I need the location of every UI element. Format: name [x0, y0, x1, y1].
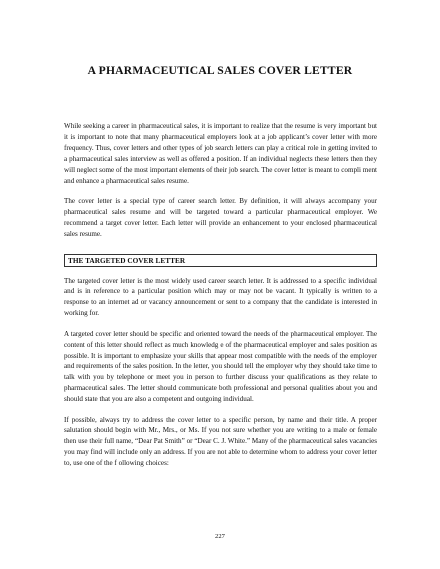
intro-paragraph-1: While seeking a career in pharmaceutical sales, it is important to realize that the resume is very important but it is important to note that many pharmaceutical employers look at a job applicant’s cover letter with more frequency. Thus, cover letters and other types of job search letters can play a critical role in getting invited to a pharmaceutical sales interview as well as offered a position. If an individual neglects these letters then they will neglect some of the most important elements of their job search. The cover letter is meant to compli ment and enhance a pharmaceutical sales resume. [64, 122, 377, 185]
intro-paragraph-2: The cover letter is a special type of career search letter. By definition, it will always accompany your pharmaceutical sales resume and will be targeted toward a particular pharmaceutical employer. We recommend a target cover letter. Each letter will provide an enhancement to your enclosed pharmaceutical sales resume. [64, 196, 377, 238]
section-paragraph-1: The targeted cover letter is the most widely used career search letter. It is addressed to a specific individual and is in reference to a particular position which may or may not be vacant. It typically is written to a response to an internet ad or vacancy announcement or sent to a company that the candidate is interested in working for. [64, 276, 377, 318]
page-number: 227 [215, 533, 225, 540]
document-title: A PHARMACEUTICAL SALES COVER LETTER [87, 64, 353, 77]
section-heading: THE TARGETED COVER LETTER [64, 254, 377, 267]
section-paragraph-3: If possible, always try to address the cover letter to a specific person, by name and their title. A proper salutation should begin with Mr., Mrs., or Ms. If you not sure whether you are writing to a male or female then use their full name, “Dear Pat Smith” or “Dear C. J. White.” Many of the pharmaceutical sales vacancies you may find will include only an address. If you are not able to determine whom to address your cover letter to, use one of the f ollowing choices: [64, 415, 377, 468]
document-body [64, 121, 377, 479]
section-paragraph-2: A targeted cover letter should be specific and oriented toward the needs of the pharmaceutical employer. The content of this letter should reflect as much knowledg e of the pharmaceutical employer and sales position as possible. It is important to emphasize your skills that appear most compatible with the needs of the employer and requirements of the sales position. In the letter, you should tell the employer why they should take time to talk with you by telephone or meet you in person to further discuss your qualifications as they relate to pharmaceutical sales. The letter should communicate both professional and personal qualities about you and should state that you are also a competent and outgoing individual. [64, 329, 377, 404]
